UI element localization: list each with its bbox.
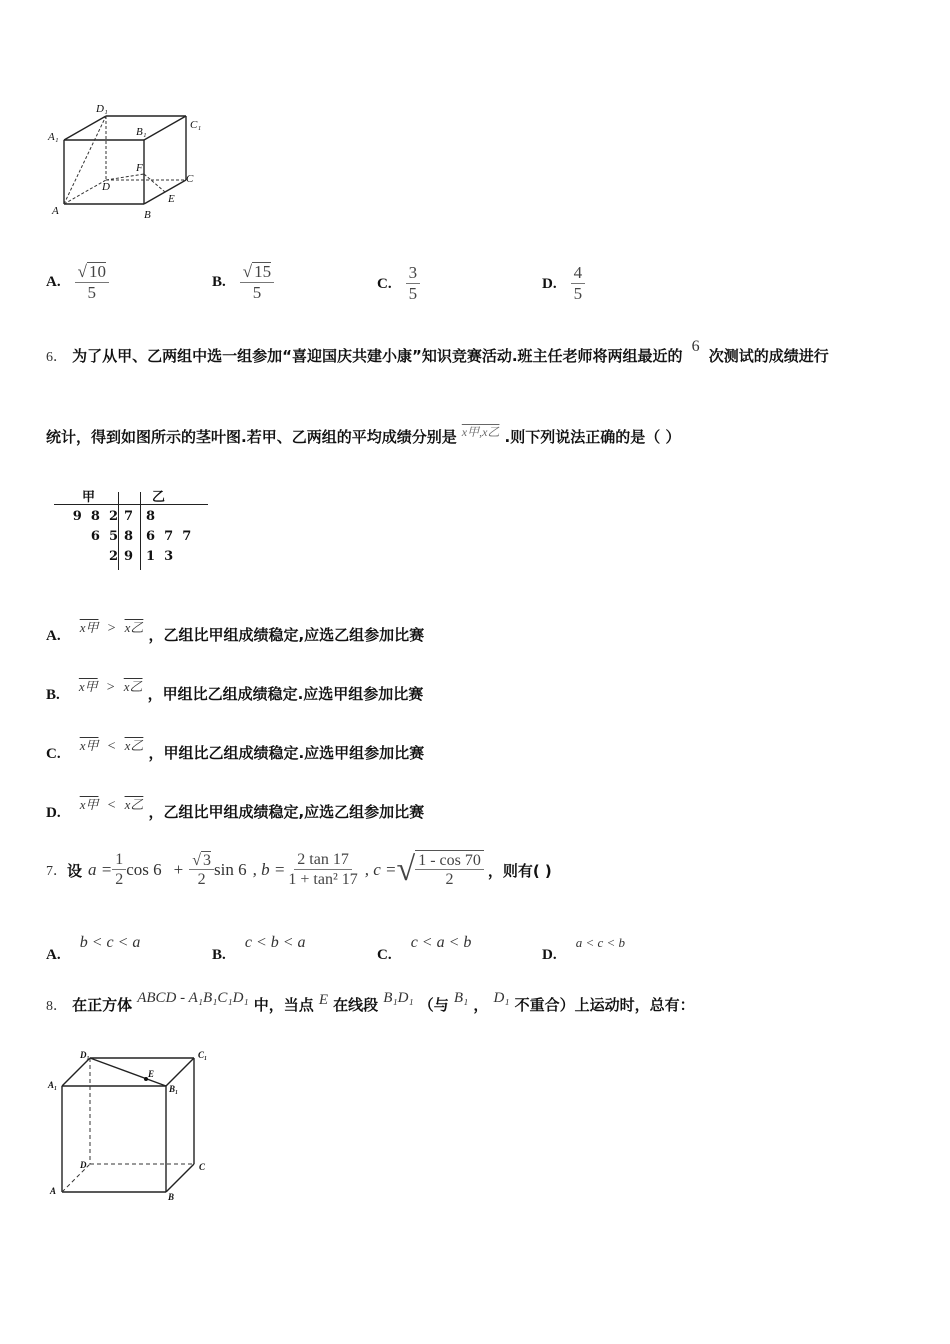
stemleaf-left: 6 5 <box>90 529 118 544</box>
label-E: E <box>168 193 175 205</box>
option-letter: D. <box>542 947 557 963</box>
q7-option-c[interactable] <box>377 932 472 963</box>
label-D1: D₁ <box>80 1050 90 1060</box>
label-B1: B₁ <box>136 126 147 138</box>
stemleaf-rule <box>54 504 208 505</box>
option-letter: B. <box>212 274 226 291</box>
label-F: F <box>136 162 143 174</box>
q7-half: $\frac{1}{2}$ <box>112 851 126 889</box>
q6-means: x甲,x乙 <box>461 425 500 439</box>
option-op: > <box>106 680 115 695</box>
option-letter: B. <box>46 687 60 703</box>
q7-c-fraction: $\frac{1 - \cos 70}{2}$ <box>415 852 484 890</box>
q7-sqrt3-half: $\frac{√ 3}{2}$ <box>189 851 214 890</box>
q8-t5: 不重合）上运动时，总有： <box>514 996 695 1014</box>
q6-line1 <box>46 338 926 366</box>
fraction: $\frac{√ 15}{5}$ <box>240 262 274 303</box>
option-letter: D. <box>542 275 557 292</box>
q7-b-eq: , b = <box>252 860 286 879</box>
q6-text-line2a: 统计，得到如图所示的茎叶图.若甲、乙两组的平均成绩分别是 <box>46 428 457 446</box>
q5-option-d[interactable] <box>542 264 585 304</box>
option-expr: a < c < b <box>575 935 626 950</box>
option-op: < <box>107 739 116 754</box>
q7-cos6: cos 6 <box>126 860 162 879</box>
label-A1: A₁ <box>48 1080 58 1090</box>
option-letter: A. <box>46 274 61 291</box>
option-expr: b < c < a <box>79 934 141 951</box>
stemleaf-left: 9 8 2 <box>72 509 118 524</box>
stemleaf-header-right: 乙 <box>152 490 166 505</box>
label-C1: C₁ <box>198 1050 208 1060</box>
q6-stem-leaf-plot <box>54 486 214 571</box>
q8-seg: B₁D₁ <box>383 990 414 1006</box>
option-expr: c < a < b <box>410 934 472 951</box>
q8-D1: D₁ <box>493 990 510 1006</box>
option-text: ，甲组比乙组成绩稳定.应选甲组参加比赛 <box>147 685 424 703</box>
q8-t2: 中，当点 <box>253 996 314 1014</box>
q6-option-c[interactable] <box>46 734 425 762</box>
q7-a-eq: a = <box>88 860 113 879</box>
option-op: < <box>107 798 116 813</box>
stemleaf-left: 2 <box>108 549 118 564</box>
option-letter: A. <box>46 628 61 644</box>
q7-plus: + <box>173 860 184 879</box>
q7-option-a[interactable] <box>46 932 141 963</box>
q6-text-part1: 为了从甲、乙两组中选一组参加“喜迎国庆共建小康”知识竞赛活动.班主任老师将两组最近的 <box>72 347 683 365</box>
stemleaf-stem: 9 <box>124 549 134 564</box>
option-op: > <box>107 621 116 636</box>
label-C: C <box>186 173 194 185</box>
label-D: D <box>102 181 110 193</box>
q8-B1: B₁ <box>453 990 469 1006</box>
label-B: B <box>168 1192 175 1202</box>
q6-line2 <box>46 426 926 447</box>
option-expr: c < b < a <box>244 934 306 951</box>
q6-option-b[interactable] <box>46 675 424 703</box>
label-B: B <box>144 209 151 221</box>
option-text: ，乙组比甲组成绩稳定,应选乙组参加比赛 <box>148 626 425 644</box>
option-text: ，乙组比甲组成绩稳定,应选乙组参加比赛 <box>148 803 425 821</box>
q7-tail: ，则有( ) <box>487 861 552 880</box>
q5-option-a[interactable] <box>46 262 109 303</box>
stemleaf-stem: 8 <box>124 529 134 544</box>
q7-c-sqrt: √ $\frac{1 - \cos 70}{2}$ <box>397 850 484 890</box>
label-A1: A₁ <box>48 131 59 143</box>
q7-lead: 设 <box>67 861 83 880</box>
q5-cuboid-figure <box>40 98 220 228</box>
label-A: A <box>50 1186 57 1196</box>
q8-E: E <box>318 992 328 1008</box>
option-letter: C. <box>377 275 392 292</box>
q6-option-a[interactable] <box>46 616 425 644</box>
q8-t4: （与 <box>418 996 449 1014</box>
option-lhs: x甲 <box>78 679 98 694</box>
q7-c-eq: , c = <box>364 860 397 879</box>
q5-option-b[interactable] <box>212 262 274 303</box>
option-rhs: x乙 <box>124 738 144 753</box>
q7-sin6: sin 6 <box>214 860 247 879</box>
label-C: C <box>199 1162 206 1172</box>
q7-number: 7． <box>46 864 67 879</box>
fraction: $\frac{3}{5}$ <box>406 264 421 304</box>
q8-number: 8． <box>46 999 67 1014</box>
option-letter: A. <box>46 947 61 963</box>
label-A: A <box>52 205 59 217</box>
q8-t3: 在线段 <box>333 996 379 1014</box>
label-B1: B₁ <box>169 1084 179 1094</box>
q8-cube-figure <box>42 1046 222 1206</box>
option-lhs: x甲 <box>79 797 99 812</box>
label-D1: D₁ <box>96 103 108 115</box>
option-lhs: x甲 <box>79 620 99 635</box>
q8-stem <box>46 990 695 1015</box>
option-text: ，甲组比乙组成绩稳定.应选甲组参加比赛 <box>148 744 425 762</box>
stemleaf-divider-left <box>118 492 119 570</box>
q6-text-part2: 次测试的成绩进行 <box>708 347 829 365</box>
q8-comma: ， <box>473 996 489 1014</box>
q6-option-d[interactable] <box>46 793 425 821</box>
stemleaf-header-left: 甲 <box>82 490 96 505</box>
stemleaf-right: 1 3 <box>146 549 174 564</box>
q5-option-c[interactable] <box>377 264 420 304</box>
option-rhs: x乙 <box>124 620 144 635</box>
q7-stem <box>46 850 552 890</box>
label-C1: C₁ <box>190 119 202 131</box>
label-D: D <box>80 1160 87 1170</box>
fraction: $\frac{4}{5}$ <box>571 264 586 304</box>
q8-t1: 在正方体 <box>72 996 133 1014</box>
option-letter: B. <box>212 947 226 963</box>
option-letter: D. <box>46 805 61 821</box>
q8-cube: ABCD - A₁B₁C₁D₁ <box>137 990 249 1006</box>
q7-option-d[interactable] <box>542 932 626 963</box>
option-lhs: x甲 <box>79 738 99 753</box>
stemleaf-divider-right <box>140 492 141 570</box>
q6-text-line2b: .则下列说法正确的是（ ） <box>504 428 681 446</box>
q7-option-b[interactable] <box>212 932 306 963</box>
option-letter: C. <box>46 746 61 762</box>
option-letter: C. <box>377 947 392 963</box>
option-rhs: x乙 <box>124 797 144 812</box>
q6-count: 6 <box>691 338 700 355</box>
stemleaf-stem: 7 <box>124 509 134 524</box>
stemleaf-right: 6 7 7 <box>146 529 192 544</box>
stemleaf-right: 8 <box>146 509 156 524</box>
option-rhs: x乙 <box>123 679 143 694</box>
fraction: $\frac{√ 10}{5}$ <box>75 262 109 303</box>
label-E: E <box>148 1069 155 1079</box>
q6-number: 6． <box>46 350 67 365</box>
q7-b-fraction: $\frac{2 \tan 17}{\text{1 + tan² 17}}$ <box>288 851 358 888</box>
